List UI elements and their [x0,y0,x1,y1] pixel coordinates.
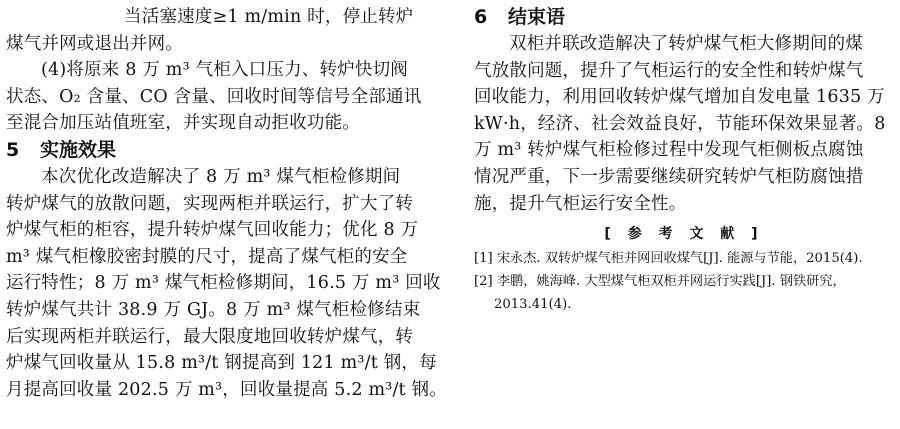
section-number: 6 [474,6,488,28]
text-line: 回收能力，利用回收转炉煤气增加自发电量 1635 万 [474,87,885,108]
text-line: 本次优化改造解决了 8 万 m³ 煤气柜检修期间 [41,166,401,187]
paragraph-conclusion [474,31,894,217]
paragraph-effects [6,164,447,403]
text-line: 情况严重，下一步需要继续研究转炉气柜防腐蚀措 [474,166,864,187]
references-title: [ 参 考 文 献 ] [604,226,764,243]
text-line: 当活塞速度≥1 m/min 时，停止转炉 [124,7,414,27]
text-line: kW·h，经济、社会效益良好，节能环保效果显著。8 [474,113,886,134]
text-line: 后实现两柜并联运行，最大限度地回收转炉煤气，转 [6,326,414,347]
text-line: 万 m³ 转炉煤气柜检修过程中发现气柜侧板点腐蚀 [474,140,864,161]
text-line: 炉煤气回收量从 15.8 m³/t 钢提高到 121 m³/t 钢，每 [6,353,437,374]
text-line: 炉煤气柜的柜容，提升转炉煤气回收能力；优化 8 万 [6,220,419,241]
text-line: 双柜并联改造解决了转炉煤气柜大修期间的煤 [509,34,863,54]
section-heading-implementation-effect [6,137,436,164]
text-line: 施，提升气柜运行安全性。 [474,193,687,214]
text-line: 运行特性；8 万 m³ 煤气柜检修期间，16.5 万 m³ 回收 [6,273,441,294]
text-line: 煤气并网或退出并网。 [6,33,183,54]
paragraph-piston-speed [6,4,436,57]
right-column [474,4,894,316]
text-line: 至混合加压站值班室，并实现自动拒收功能。 [6,113,360,134]
reference-item-continuation: 2013.41(4). [494,297,572,313]
references-section [474,221,894,316]
text-line: 月提高回收量 202.5 万 m³，回收量提高 5.2 m³/t 钢。 [6,379,447,400]
text-line: (4)将原来 8 万 m³ 气柜入口压力、转炉快切阀 [41,60,408,81]
section-number: 5 [6,138,20,161]
left-column [6,4,447,403]
text-line: 转炉煤气的放散问题，实现两柜并联运行，扩大了转 [6,193,414,214]
section-title: 结束语 [508,6,566,28]
paragraph-signals [6,57,436,137]
text-line: 气放散问题，提升了气柜运行的安全性和转炉煤气 [474,60,864,81]
text-line: 状态、O₂ 含量、CO 含量、回收时间等信号全部通讯 [6,86,422,107]
text-line: m³ 煤气柜橡胶密封膜的尺寸，提高了煤气柜的安全 [6,246,408,267]
section-title: 实施效果 [40,138,117,161]
reference-item: [2] 李鹏，姚海峰. 大型煤气柜双柜并网运行实践[J]. 钢铁研究， [474,274,846,290]
section-heading-conclusion [474,4,894,31]
text-line: 转炉煤气共计 38.9 万 GJ。8 万 m³ 煤气柜检修结束 [6,299,421,320]
reference-item: [1] 宋永杰. 双转炉煤气柜并网回收煤气[J]. 能源与节能，2015(4). [474,251,863,267]
